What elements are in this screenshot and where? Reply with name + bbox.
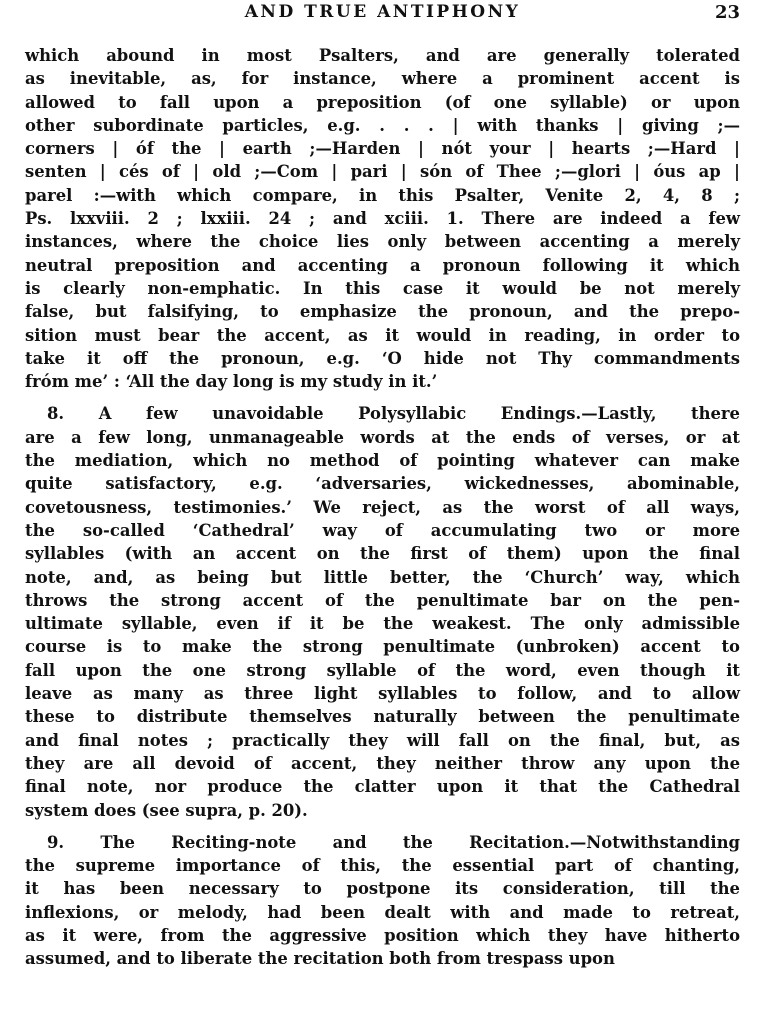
text-line: other subordinate particles, e.g. . . . | with thanks | giving ;— [25,115,740,135]
text-line: as inevitable, as, for instance, where a prominent accent is [25,69,740,89]
text-line: assumed, and to liberate the recitation both from trespass upon [25,949,615,969]
text-line: 9. The Reciting-note and the Recitation.—Notwithstanding [47,832,740,852]
text-line: inflexions, or melody, had been dealt with and made to retreat, [25,902,740,922]
text-line: quite satisfactory, e.g. ‘adversaries, wickednesses, abominable, [25,474,740,494]
text-line: throws the strong accent of the penultimate bar on the pen- [25,590,740,610]
text-line: is clearly non-emphatic. In this case it would be not merely [25,278,740,298]
text-line: and final notes ; practically they will fall on the final, but, as [25,730,740,750]
text-line: sition must bear the accent, as it would in reading, in order to [25,325,740,345]
text-line: the so-called ‘Cathedral’ way of accumulating two or more [25,520,740,540]
paragraph-gap [25,393,740,402]
paragraph [25,402,740,821]
body-text [25,44,740,971]
text-line: covetousness, testimonies.’ We reject, as the worst of all ways, [25,497,740,517]
text-line: final note, nor produce the clatter upon it that the Cathedral [25,777,740,797]
text-line: these to distribute themselves naturally between the penultimate [25,707,740,727]
text-line: note, and, as being but little better, the ‘Church’ way, which [25,567,740,587]
text-line: syllables (with an accent on the first of them) upon the final [25,544,740,564]
text-line: senten | cés of | old ;—Com | pari | són of Thee ;—glori | óus ap | [25,162,740,182]
text-line: they are all devoid of accent, they neither throw any upon the [25,753,740,773]
text-line: fall upon the one strong syllable of the word, even though it [25,660,740,680]
text-line: ultimate syllable, even if it be the weakest. The only admissible [25,614,740,634]
paragraph [25,831,740,971]
text-line: instances, where the choice lies only between accenting a merely [25,232,740,252]
text-line: course is to make the strong penultimate (unbroken) accent to [25,637,740,657]
paragraph [25,44,740,393]
text-line: corners | óf the | earth ;—Harden | nót your | hearts ;—Hard | [25,139,740,159]
text-line: fróm me’ : ‘All the day long is my study in it.’ [25,372,438,392]
paragraph-gap [25,822,740,831]
text-line: allowed to fall upon a preposition (of one syllable) or upon [25,92,740,112]
text-line: the supreme importance of this, the essential part of chanting, [25,856,740,876]
text-line: which abound in most Psalters, and are generally tolerated [25,46,740,65]
text-line: are a few long, unmanageable words at the ends of verses, or at [25,427,740,447]
text-line: as it were, from the aggressive position which they have hitherto [25,925,740,945]
text-line: neutral preposition and accenting a pronoun following it which [25,255,740,275]
text-line: 8. A few unavoidable Polysyllabic Endings.—Lastly, there [47,404,740,424]
text-line: false, but falsifying, to emphasize the pronoun, and the prepo- [25,302,740,322]
text-line: system does (see supra, p. 20). [25,800,308,820]
text-line: take it off the pronoun, e.g. ‘O hide not Thy commandments [25,348,740,368]
text-line: leave as many as three light syllables to follow, and to allow [25,684,740,704]
page-number: 23 [714,2,740,23]
text-line: it has been necessary to postpone its consideration, till the [25,879,740,899]
text-line: Ps. lxxviii. 2 ; lxxiii. 24 ; and xciii. 1. There are indeed a few [25,209,740,229]
text-line: the mediation, which no method of pointing whatever can make [25,451,740,471]
running-head [25,2,740,24]
running-title: AND TRUE ANTIPHONY [244,2,521,22]
text-line: parel :—with which compare, in this Psalter, Venite 2, 4, 8 ; [25,185,740,205]
